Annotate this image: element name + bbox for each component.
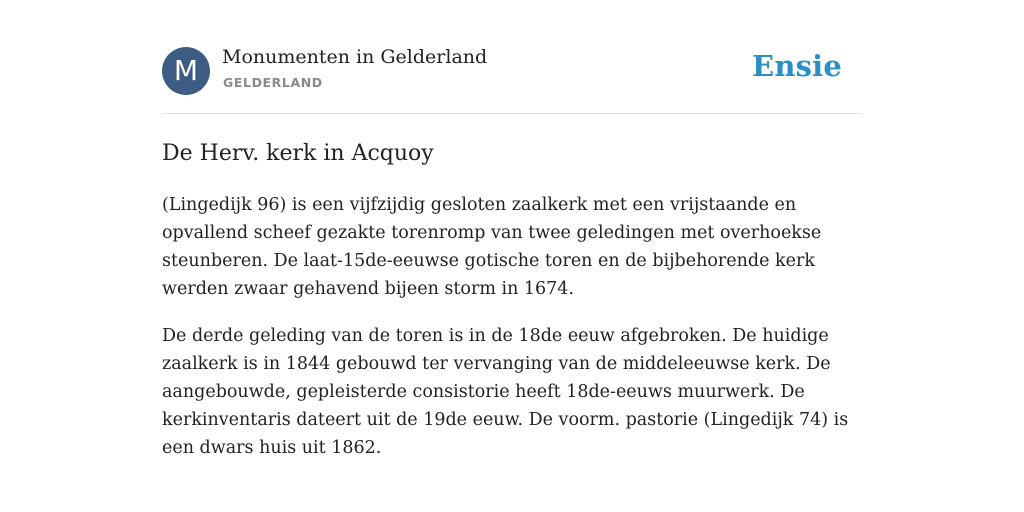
- entry-card: [162, 0, 862, 462]
- collection-avatar[interactable]: M: [162, 47, 210, 95]
- ensie-logo[interactable]: Ensie: [752, 49, 842, 83]
- entry-paragraph-1: (Lingedijk 96) is een vijfzijdig gesloten zaalkerk met een vrijstaande en opvallend scheef gezakte torenromp van twee geledingen met overhoekse steunberen. De laat-15de-eeuwse gotische toren en de bijbehorende kerk werden zwaar gehavend bijeen storm in 1674.: [162, 195, 822, 299]
- category-label[interactable]: GELDERLAND: [223, 75, 323, 90]
- collection-title-link[interactable]: Monumenten in Gelderland: [222, 46, 488, 68]
- entry-title: De Herv. kerk in Acquoy: [162, 141, 434, 166]
- entry-paragraph-2: De derde geleding van de toren is in de 18de eeuw afgebroken. De huidige zaalkerk is in 1844 gebouwd ter vervanging van de middeleeuwse kerk. De aangebouwde, gepleisterde consistorie heeft 18de-eeuws muurwerk. De kerkinventaris dateert uit de 19de eeuw. De voorm. pastorie (Lingedijk 74) is een dwars huis uit 1862.: [162, 326, 849, 458]
- entry-header: [162, 0, 862, 114]
